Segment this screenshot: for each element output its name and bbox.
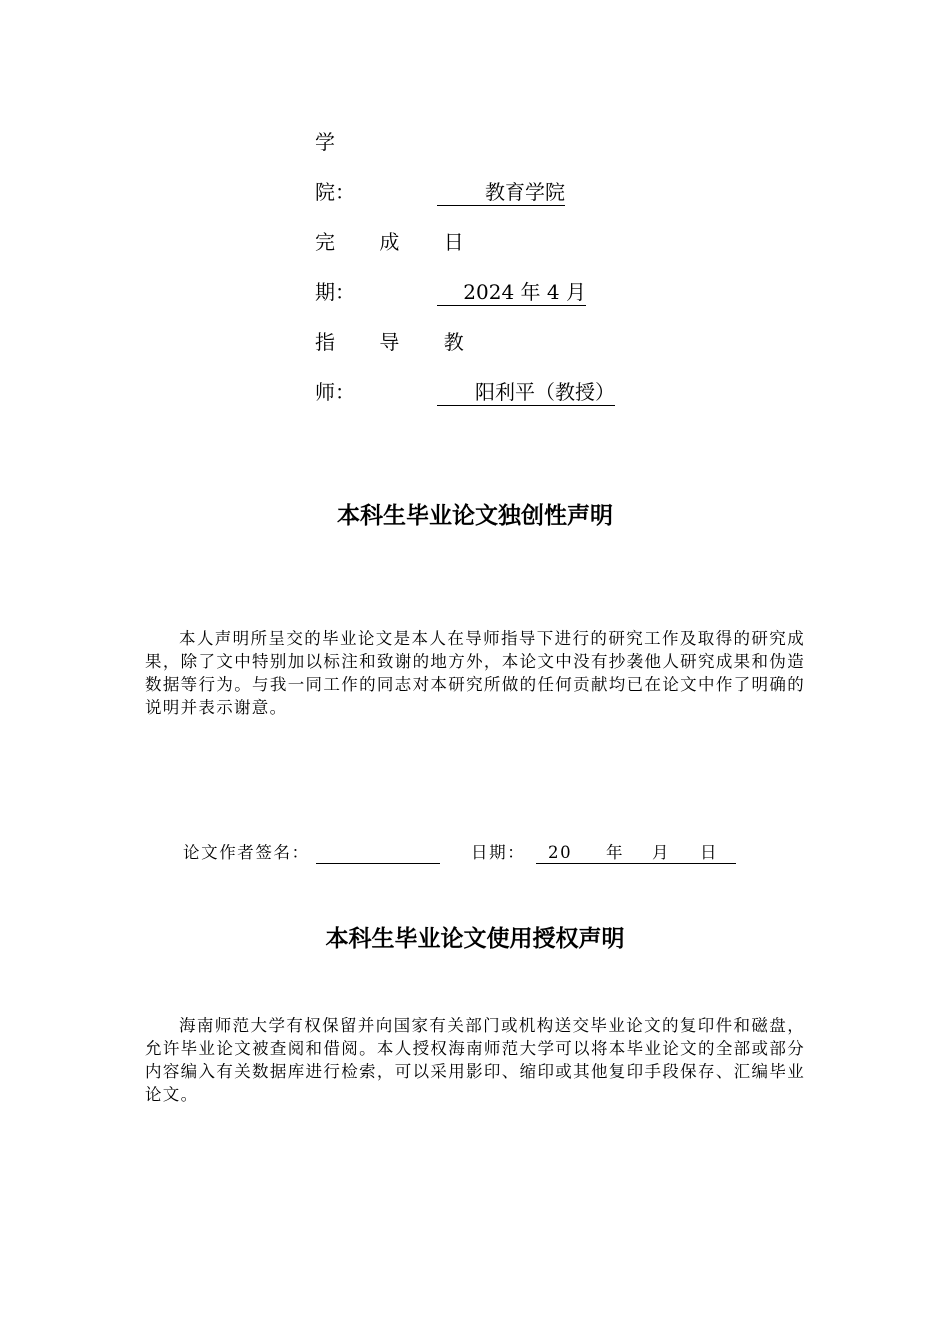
college-value: 教育学院 [437,180,565,206]
signature-day-char: 日 [700,843,719,862]
signature-date-year-prefix: 20 [548,843,573,862]
advisor-label-line1: 指 导 教 [315,330,483,354]
advisor-value: 阳利平（教授） [437,380,615,406]
advisor-label-line2: 师： [315,380,355,404]
authorization-body: 海南师范大学有权保留并向国家有关部门或机构送交毕业论文的复印件和磁盘，允许毕业论文被查阅和借阅。本人授权海南师范大学可以将本毕业论文的全部或部分内容编入有关数据库进行检索，可以采用影印、缩印或其他复印手段保存、汇编毕业论文。 [145,1016,805,1104]
authorization-title: 本科生毕业论文使用授权声明 [325,926,625,952]
author-signature-line [316,842,440,864]
college-label-line2: 院： [315,180,355,204]
college-label-line1: 学 [315,130,335,154]
originality-body: 本人声明所呈交的毕业论文是本人在导师指导下进行的研究工作及取得的研究成果，除了文中特别加以标注和致谢的地方外，本论文中没有抄袭他人研究成果和伪造数据等行为。与我一同工作的同志对本研究所做的任何贡献均已在论文中作了明确的说明并表示谢意。 [145,629,805,717]
date-value: 2024 年 4 月 [437,280,586,306]
originality-title: 本科生毕业论文独创性声明 [337,503,613,529]
date-label-line1: 完 成 日 [315,230,483,254]
signature-date-label: 日期： [471,843,526,862]
signature-year-char: 年 [606,843,625,862]
signature-month-char: 月 [652,843,671,862]
date-label-line2: 期： [315,280,355,304]
author-signature-label: 论文作者签名： [183,843,310,862]
